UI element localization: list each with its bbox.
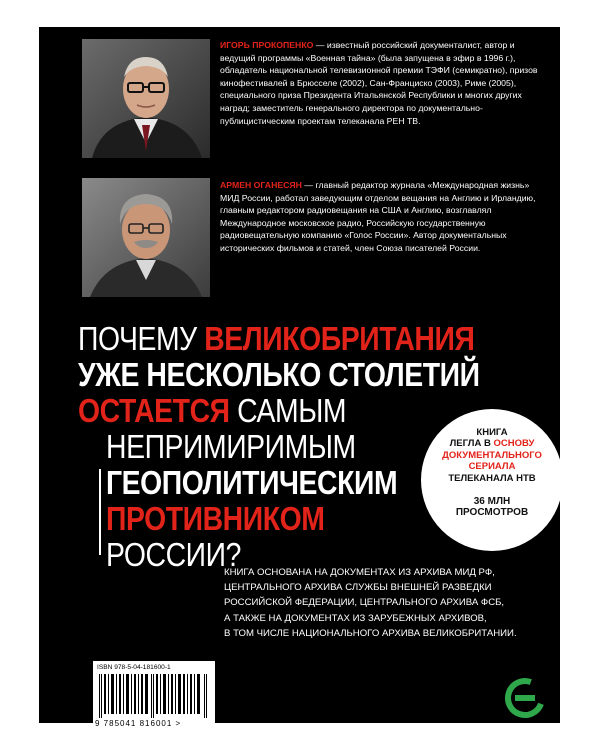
author-name-prokopenko: ИГОРЬ ПРОКОПЕНКО: [220, 40, 314, 50]
author-bio-prokopenko: [220, 39, 542, 127]
description-line: КНИГА ОСНОВАНА НА ДОКУМЕНТАХ ИЗ АРХИВА МИД РФ,: [224, 567, 495, 578]
badge-line: ТЕЛЕКАНАЛА НТВ: [448, 472, 536, 484]
headline-divider: [99, 469, 101, 555]
headline-line-1: [78, 321, 474, 357]
description-line: РОССИЙСКОЙ ФЕДЕРАЦИИ, ЦЕНТРАЛЬНОГО АРХИВА ФСБ,: [224, 597, 505, 609]
barcode-number: 9 785041 816001 >: [95, 719, 182, 728]
book-back-cover: [39, 27, 560, 728]
author-bio-text: — главный редактор журнала «Международная жизнь» МИД России, работал заведующим отделом вещания на Англию и Ирландию, главным редактором радиовещания на США и Англию, возглавлял Международное московское радио, Российскую государственную радиовещательную компанию «Голос России». Автор документальных исторических фильмов и статей, член Союза писателей России.: [220, 180, 536, 253]
badge-line: КНИГА: [476, 427, 508, 438]
author-bio-oganesyan: [220, 179, 542, 255]
headline-word: УЖЕ НЕСКОЛЬКО СТОЛЕТИЙ: [78, 356, 480, 393]
badge-line: СЕРИАЛА: [468, 461, 516, 473]
author-name-oganesyan: АРМЕН ОГАНЕСЯН: [220, 180, 302, 190]
description-line: ЦЕНТРАЛЬНОГО АРХИВА СЛУЖБЫ ВНЕШНЕЙ РАЗВЕДКИ: [224, 582, 492, 594]
barcode-bars: [99, 674, 209, 718]
headline-word: ПОЧЕМУ: [78, 320, 197, 357]
publisher-e-logo-icon: [505, 678, 545, 718]
badge-views-count: 36 МЛН: [473, 496, 511, 508]
headline-word: САМЫМ: [237, 392, 347, 429]
author-bio-text: — известный российский документалист, автор и ведущий программы «Военная тайна» (была запущена в эфир в 1996 г.), обладатель национальной телевизионной премии ТЭФИ (семикратно), призов кинофестивалей в Брюсселе (2002), Сан-Франциско (2003), Риме (2005), специального приза Президента Итальянской Республики и многих других наград; заместитель генерального директора по документально-публицистическим проектам телеканала РЕН ТВ.: [220, 40, 538, 126]
description-line: В ТОМ ЧИСЛЕ НАЦИОНАЛЬНОГО АРХИВА ВЕЛИКОБРИТАНИИ.: [224, 627, 517, 639]
headline-word: ВЕЛИКОБРИТАНИЯ: [204, 320, 475, 357]
author-photo-prokopenko: [82, 39, 210, 158]
headline-word: РОССИИ?: [106, 536, 241, 573]
book-description: [224, 565, 544, 641]
headline-line-3: [78, 393, 474, 429]
badge-line: ОСНОВУ: [493, 438, 535, 450]
isbn-text: ISBN 978-5-04-181600-1: [97, 664, 171, 671]
badge-line: ЛЕГЛА В: [449, 438, 491, 450]
badge-views-label: ПРОСМОТРОВ: [455, 507, 529, 519]
headline-line-2: [78, 356, 480, 393]
isbn-barcode: [93, 661, 215, 731]
headline-word: ГЕОПОЛИТИЧЕСКИМ: [106, 464, 398, 501]
author-photo-oganesyan: [82, 178, 210, 297]
headline-word: ПРОТИВНИКОМ: [106, 500, 325, 537]
description-line: А ТАКЖЕ НА ДОКУМЕНТАХ ИЗ ЗАРУБЕЖНЫХ АРХИВОВ,: [224, 612, 487, 624]
badge-line: ДОКУМЕНТАЛЬНОГО: [442, 449, 542, 461]
headline-word: ОСТАЕТСЯ: [78, 392, 230, 429]
tv-series-badge: [421, 409, 563, 551]
headline-word: НЕПРИМИРИМЫМ: [106, 428, 356, 465]
